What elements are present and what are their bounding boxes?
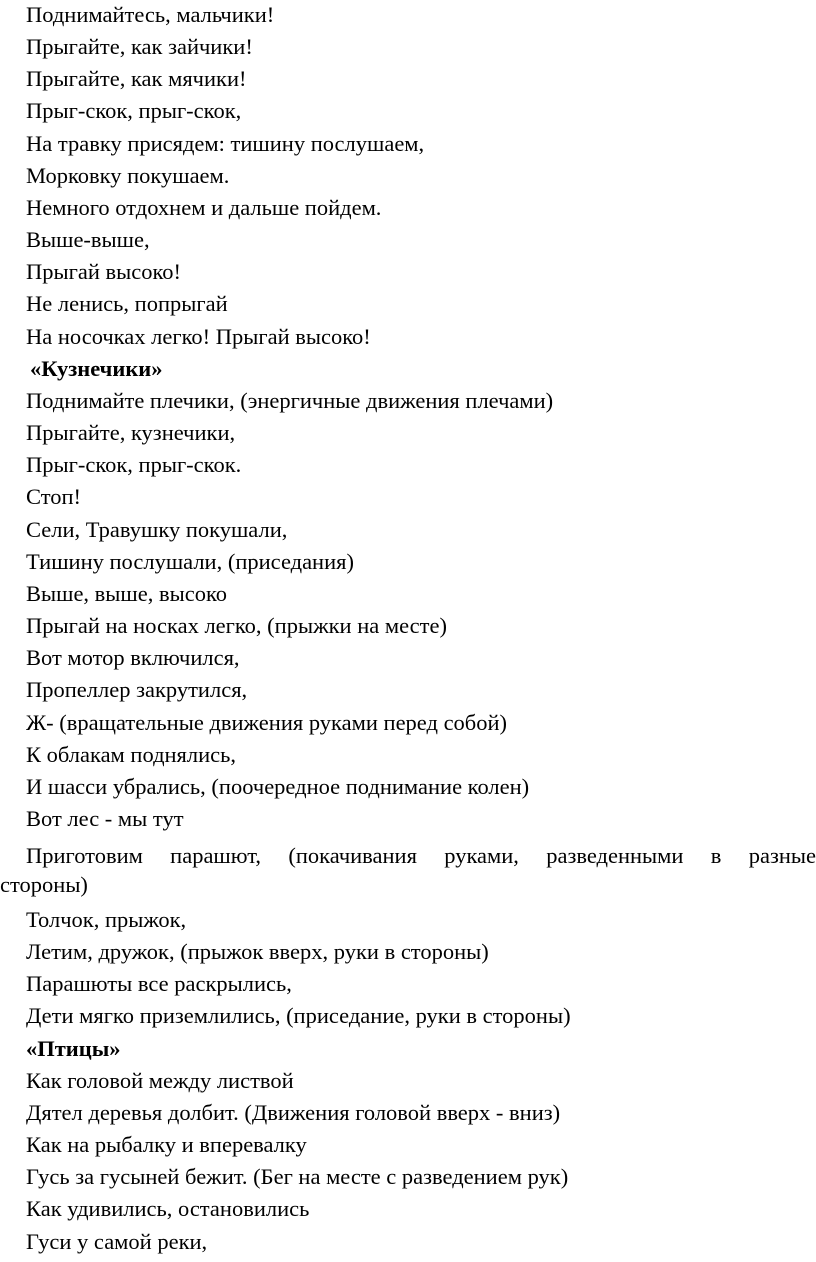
text-line: Вот лес - мы тут bbox=[26, 806, 184, 831]
text-line: Стоп! bbox=[26, 484, 82, 509]
text-line: Тишину послушали, (приседания) bbox=[26, 549, 354, 574]
word: руками, bbox=[444, 843, 519, 868]
text-line: Гусь за гусыней бежит. (Бег на месте с разведением рук) bbox=[26, 1164, 569, 1189]
section-heading: «Птицы» bbox=[26, 1036, 121, 1061]
word: разные bbox=[748, 843, 816, 868]
text-line: Сели, Травушку покушали, bbox=[26, 517, 288, 542]
text-line: И шасси убрались, (поочередное поднимание колен) bbox=[26, 774, 530, 799]
word: в bbox=[710, 843, 722, 868]
word: разведенными bbox=[546, 843, 684, 868]
text-line: На носочках легко! Прыгай высоко! bbox=[26, 324, 371, 349]
text-line: Морковку покушаем. bbox=[26, 163, 230, 188]
text-line: Прыгайте, кузнечики, bbox=[26, 420, 236, 445]
text-line-continuation: стороны) bbox=[0, 872, 88, 897]
text-line: Гуси у самой реки, bbox=[26, 1229, 208, 1254]
text-line: На травку присядем: тишину послушаем, bbox=[26, 131, 425, 156]
text-line: Летим, дружок, (прыжок вверх, руки в стороны) bbox=[26, 939, 489, 964]
justified-text-line bbox=[26, 843, 816, 869]
text-line: Прыгай на носках легко, (прыжки на месте) bbox=[26, 613, 447, 638]
text-line: Дятел деревья долбит. (Движения головой вверх - вниз) bbox=[26, 1100, 561, 1125]
text-line: Выше, выше, высоко bbox=[26, 581, 228, 606]
text-line: Поднимайте плечики, (энергичные движения плечами) bbox=[26, 388, 554, 413]
word: (покачивания bbox=[288, 843, 417, 868]
section-heading: «Кузнечики» bbox=[30, 356, 163, 381]
text-line: Прыг-скок, прыг-скок, bbox=[26, 98, 242, 123]
text-line: Прыгайте, как зайчики! bbox=[26, 34, 253, 59]
text-line: Толчок, прыжок, bbox=[26, 907, 187, 932]
text-line: Дети мягко приземлились, (приседание, руки в стороны) bbox=[26, 1003, 571, 1028]
text-line: Вот мотор включился, bbox=[26, 645, 240, 670]
text-line: Парашюты все раскрылись, bbox=[26, 971, 292, 996]
text-line: Прыгайте, как мячики! bbox=[26, 66, 247, 91]
text-line: Пропеллер закрутился, bbox=[26, 677, 248, 702]
text-line: Выше-выше, bbox=[26, 227, 150, 252]
word: Приготовим bbox=[26, 843, 143, 868]
text-line: Поднимайтесь, мальчики! bbox=[26, 2, 275, 27]
text-line: Прыг-скок, прыг-скок. bbox=[26, 452, 242, 477]
word: парашют, bbox=[170, 843, 262, 868]
text-line: Не ленись, попрыгай bbox=[26, 291, 228, 316]
text-line: Прыгай высоко! bbox=[26, 259, 182, 284]
text-line: Как головой между листвой bbox=[26, 1068, 294, 1093]
text-line: Как на рыбалку и вперевалку bbox=[26, 1132, 307, 1157]
text-line: Ж- (вращательные движения руками перед собой) bbox=[26, 710, 508, 735]
text-line: Как удивились, остановились bbox=[26, 1196, 310, 1221]
text-line: К облакам поднялись, bbox=[26, 742, 237, 767]
text-line: Немного отдохнем и дальше пойдем. bbox=[26, 195, 382, 220]
